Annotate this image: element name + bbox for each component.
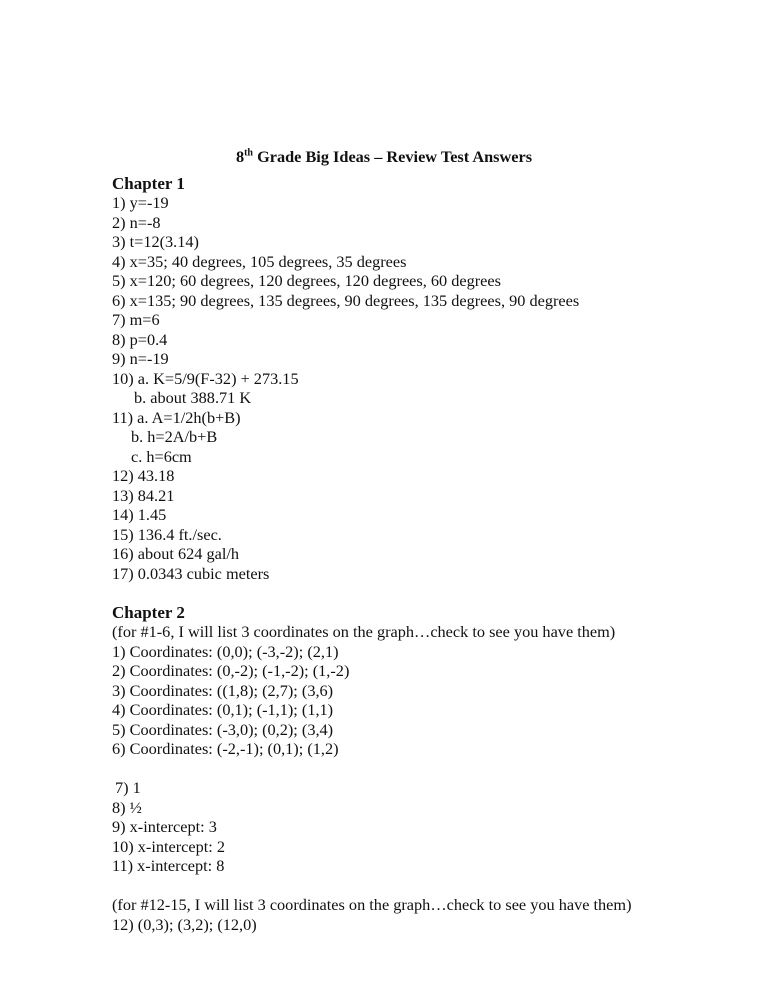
answer-line: c. h=6cm bbox=[131, 446, 192, 466]
blank-line bbox=[112, 583, 712, 603]
answer-line: 10) a. K=5/9(F-32) + 273.15 bbox=[112, 368, 299, 388]
answer-line: 9) n=-19 bbox=[112, 349, 169, 368]
answer-line: 3) Coordinates: ((1,8); (2,7); (3,6) bbox=[112, 680, 334, 700]
answer-line: 17) 0.0343 cubic meters bbox=[112, 563, 270, 583]
answer-line: 7) 1 bbox=[115, 778, 141, 797]
answer-line: b. about 388.71 K bbox=[134, 388, 252, 407]
answer-line: 11) a. A=1/2h(b+B) bbox=[112, 407, 241, 427]
answer-line: 15) 136.4 ft./sec. bbox=[112, 524, 222, 544]
answer-line: 8) ½ bbox=[112, 797, 142, 817]
answer-line: 9) x-intercept: 3 bbox=[112, 817, 217, 836]
document-title bbox=[0, 147, 768, 167]
chapter-heading: Chapter 1 bbox=[112, 173, 185, 193]
answer-line: (for #1-6, I will list 3 coordinates on the graph…check to see you have them) bbox=[112, 622, 616, 641]
answer-line: 12) (0,3); (3,2); (12,0) bbox=[112, 914, 257, 934]
answer-line: 2) Coordinates: (0,-2); (-1,-2); (1,-2) bbox=[112, 661, 350, 680]
answer-line: 13) 84.21 bbox=[112, 485, 175, 505]
chapter-section bbox=[112, 174, 712, 603]
answer-line: 6) Coordinates: (-2,-1); (0,1); (1,2) bbox=[112, 739, 339, 758]
answer-line: 1) Coordinates: (0,0); (-3,-2); (2,1) bbox=[112, 641, 339, 661]
blank-line bbox=[112, 876, 712, 896]
document-page bbox=[112, 147, 712, 934]
answer-line: 5) x=120; 60 degrees, 120 degrees, 120 degrees, 60 degrees bbox=[112, 271, 501, 290]
chapter-section bbox=[112, 603, 712, 935]
answer-line: 3) t=12(3.14) bbox=[112, 232, 199, 251]
answer-line: b. h=2A/b+B bbox=[131, 427, 218, 446]
answer-line: (for #12-15, I will list 3 coordinates on the graph…check to see you have them) bbox=[112, 895, 632, 914]
answer-line: 4) Coordinates: (0,1); (-1,1); (1,1) bbox=[112, 700, 334, 719]
title-text: Grade Big Ideas – Review Test Answers bbox=[253, 147, 533, 166]
answer-line: 2) n=-8 bbox=[112, 212, 161, 232]
answer-line: 14) 1.45 bbox=[112, 505, 167, 524]
title-grade-number: 8 bbox=[235, 147, 245, 166]
answer-line: 4) x=35; 40 degrees, 105 degrees, 35 degrees bbox=[112, 251, 407, 271]
blank-line bbox=[112, 759, 712, 779]
answer-line: 11) x-intercept: 8 bbox=[112, 856, 225, 875]
answer-line: 6) x=135; 90 degrees, 135 degrees, 90 degrees, 135 degrees, 90 degrees bbox=[112, 290, 580, 310]
answer-line: 16) about 624 gal/h bbox=[112, 544, 240, 563]
answer-line: 12) 43.18 bbox=[112, 466, 175, 485]
chapters-container bbox=[112, 174, 712, 935]
answer-line: 10) x-intercept: 2 bbox=[112, 836, 226, 856]
chapter-heading: Chapter 2 bbox=[112, 602, 185, 622]
answer-line: 1) y=-19 bbox=[112, 193, 169, 212]
answer-line: 5) Coordinates: (-3,0); (0,2); (3,4) bbox=[112, 719, 334, 739]
answer-line: 8) p=0.4 bbox=[112, 329, 168, 349]
answer-line: 7) m=6 bbox=[112, 310, 160, 329]
title-superscript: th bbox=[244, 147, 253, 159]
